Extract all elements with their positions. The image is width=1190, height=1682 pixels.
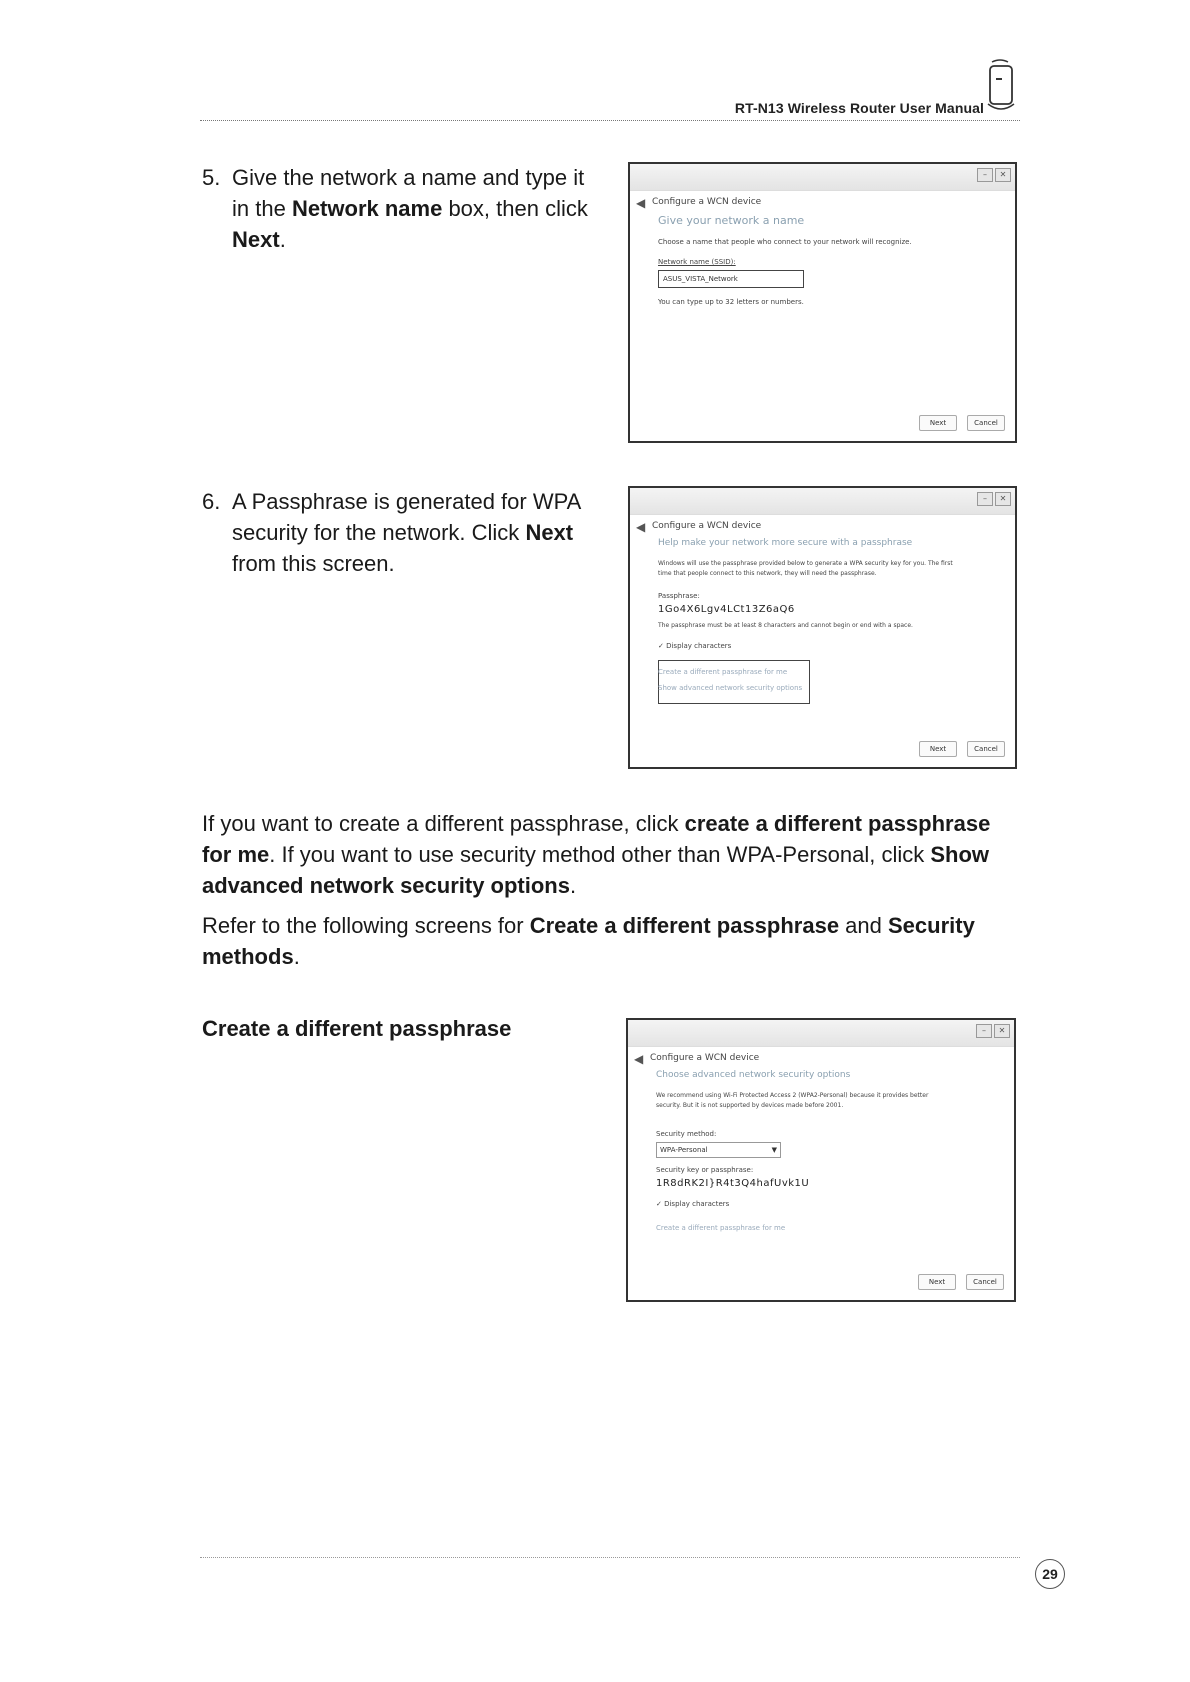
for-me-emphasis: for me [202,842,270,867]
dialog-titlebar [630,164,1015,191]
display-characters-label: Display characters [666,642,732,650]
dialog-titlebar [630,488,1015,515]
dialog-description-line-2: time that people connect to this network, they will need the passphrase. [658,570,877,577]
para1-line3-end: . [569,873,577,898]
step-6 [202,486,602,586]
back-arrow-icon[interactable]: ◀ [636,196,646,210]
instruction-paragraph-2 [202,910,1022,972]
dialog-heading: Give your network a name [658,214,805,227]
security-method-label: Security method: [656,1130,717,1138]
close-icon[interactable]: ✕ [995,492,1011,506]
minimize-icon[interactable]: – [977,492,993,506]
cancel-button[interactable]: Cancel [967,741,1005,757]
next-button[interactable]: Next [918,1274,956,1290]
step-6-line-3: from this screen. [232,551,395,576]
show-advanced-security-link[interactable]: Show advanced network security options [658,684,803,692]
security-emphasis: Security [888,913,975,938]
passphrase-rule: The passphrase must be at least 8 characters and cannot begin or end with a space. [658,622,913,629]
page-number: 29 [1035,1559,1065,1589]
options-link-box [658,660,810,704]
window-controls [977,492,1011,506]
step-6-line-1: A Passphrase is generated for WPA [232,489,582,514]
manual-header-title: RT-N13 Wireless Router User Manual [734,100,984,116]
dialog-heading: Help make your network more secure with a passphrase [658,538,913,548]
next-emphasis: Next [232,227,280,252]
advanced-options-emphasis: advanced network security options [202,873,570,898]
step-text [232,162,588,255]
dialog-description: Choose a name that people who connect to your network will recognize. [658,238,912,246]
screenshot-advanced-security-dialog [626,1018,1016,1302]
cancel-button[interactable]: Cancel [967,415,1005,431]
network-name-input[interactable]: ASUS_VISTA_Network [658,270,804,288]
passphrase-value[interactable]: 1Go4X6Lgv4LCt13Z6aQ6 [658,604,795,615]
window-controls [976,1024,1010,1038]
dialog-title: Configure a WCN device [650,1053,760,1063]
screenshot-network-name-dialog [628,162,1017,443]
footer-divider [200,1557,1020,1558]
dialog-title: Configure a WCN device [652,521,762,531]
display-characters-checkbox[interactable]: ✓ Display characters [658,642,732,650]
para1-line1: If you want to create a different passphrase, click [202,811,685,836]
display-characters-checkbox[interactable]: ✓ Display characters [656,1200,730,1208]
step-5-line-1: Give the network a name and type it [232,165,585,190]
dialog-description-line-1: We recommend using Wi-Fi Protected Access 2 (WPA2-Personal) because it provides better [656,1092,929,1099]
methods-emphasis: methods [202,944,294,969]
step-5-line-2: in the [232,196,292,221]
cancel-button[interactable]: Cancel [966,1274,1004,1290]
header-divider [200,120,1020,121]
instruction-paragraph-1 [202,808,1022,901]
dialog-description-line-2: security. But it is not supported by devices made before 2001. [656,1102,844,1109]
step-number: 5. [202,165,221,190]
show-emphasis: Show [930,842,990,867]
step-5-line-3-end: . [279,227,286,252]
create-different-passphrase-link[interactable]: Create a different passphrase for me [658,668,788,676]
step-number: 6. [202,489,221,514]
create-different-passphrase-link[interactable]: Create a different passphrase for me [656,1224,786,1232]
screenshot-passphrase-dialog [628,486,1017,769]
window-controls [977,168,1011,182]
section-subheading: Create a different passphrase [202,1016,512,1041]
network-name-emphasis: Network name [291,196,443,221]
dialog-titlebar [628,1020,1014,1047]
para2-and: and [839,913,888,938]
step-6-line-2: security for the network. Click [232,520,526,545]
back-arrow-icon[interactable]: ◀ [634,1052,644,1066]
chevron-down-icon: ▼ [771,1146,777,1154]
back-arrow-icon[interactable]: ◀ [636,520,646,534]
security-method-value: WPA-Personal [660,1146,708,1154]
create-passphrase-emphasis: create a different passphrase [684,811,991,836]
step-text [232,486,581,579]
close-icon[interactable]: ✕ [994,1024,1010,1038]
next-emphasis: Next [525,520,574,545]
step-5 [202,162,602,262]
security-method-select[interactable] [656,1142,781,1158]
create-different-emphasis: Create a different passphrase [529,913,840,938]
passphrase-label: Passphrase: [658,592,700,600]
minimize-icon[interactable]: – [976,1024,992,1038]
dialog-description-line-1: Windows will use the passphrase provided below to generate a WPA security key for you. The first [658,560,953,567]
router-icon [986,58,1016,114]
minimize-icon[interactable]: – [977,168,993,182]
para2-line1: Refer to the following screens for [202,913,530,938]
network-name-label: Network name (SSID): [658,258,736,266]
para1-line2: . If you want to use security method other than WPA-Personal, click [269,842,931,867]
close-icon[interactable]: ✕ [995,168,1011,182]
next-button[interactable]: Next [919,741,957,757]
dialog-heading: Choose advanced network security options [656,1070,851,1080]
display-characters-label: Display characters [664,1200,730,1208]
next-button[interactable]: Next [919,415,957,431]
step-5-line-2-end: box, then click [442,196,588,221]
network-name-hint: You can type up to 32 letters or numbers. [658,298,804,306]
dialog-title: Configure a WCN device [652,197,762,207]
security-key-value[interactable]: 1R8dRK2I}R4t3Q4hafUvk1U [656,1178,810,1189]
para2-line2-end: . [293,944,300,969]
security-key-label: Security key or passphrase: [656,1166,754,1174]
